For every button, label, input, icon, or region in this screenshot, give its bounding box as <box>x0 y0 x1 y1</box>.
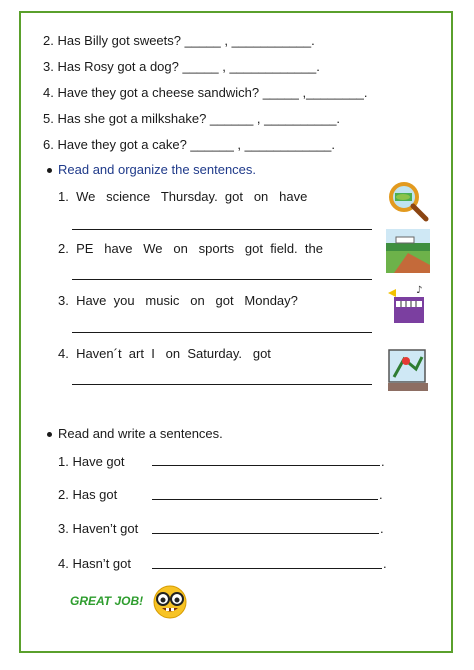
write-end-1: . <box>381 454 385 469</box>
answer-line-organize-2[interactable] <box>72 279 372 280</box>
question-6: 6. Have they got a cake? ______ , ____________. <box>43 137 336 152</box>
write-heading: Read and write a sentences. <box>58 426 223 441</box>
svg-text:♪: ♪ <box>416 285 423 296</box>
answer-line-write-1[interactable] <box>152 465 380 466</box>
answer-line-write-4[interactable] <box>152 568 382 569</box>
answer-line-write-3[interactable] <box>152 533 379 534</box>
question-5: 5. Has she got a milkshake? ______ , __________. <box>43 111 341 126</box>
write-prompt-3: 3. Haven’t got <box>58 521 139 536</box>
write-prompt-2: 2. Has got <box>58 487 118 502</box>
science-magnifier-icon <box>386 179 430 223</box>
answer-line-organize-4[interactable] <box>72 384 372 385</box>
bullet-organize <box>47 168 52 173</box>
question-4: 4. Have they got a cheese sandwich? _____ ,________. <box>43 85 368 100</box>
organize-sentence-2: 2. PE have We on sports got field. the <box>58 241 323 256</box>
nerd-smiley-icon <box>152 584 188 620</box>
write-prompt-4: 4. Hasn’t got <box>58 556 131 571</box>
write-prompt-1: 1. Have got <box>58 454 125 469</box>
write-end-4: . <box>383 556 387 571</box>
write-end-3: . <box>380 521 384 536</box>
music-piano-icon <box>386 283 430 327</box>
organize-sentence-4: 4. Haven´t art I on Saturday. got <box>58 346 271 361</box>
organize-heading: Read and organize the sentences. <box>58 162 257 177</box>
bullet-write <box>47 432 52 437</box>
organize-sentence-3: 3. Have you music on got Monday? <box>58 293 298 308</box>
answer-line-write-2[interactable] <box>152 499 378 500</box>
sports-field-icon <box>386 229 430 273</box>
art-easel-icon <box>386 347 430 391</box>
answer-line-organize-3[interactable] <box>72 332 372 333</box>
great-job-label: GREAT JOB! <box>70 594 144 608</box>
question-3: 3. Has Rosy got a dog? _____ , ____________. <box>43 59 320 74</box>
organize-sentence-1: 1. We science Thursday. got on have <box>58 189 308 204</box>
write-end-2: . <box>379 487 383 502</box>
question-2: 2. Has Billy got sweets? _____ , ___________. <box>43 33 315 48</box>
answer-line-organize-1[interactable] <box>72 229 372 230</box>
